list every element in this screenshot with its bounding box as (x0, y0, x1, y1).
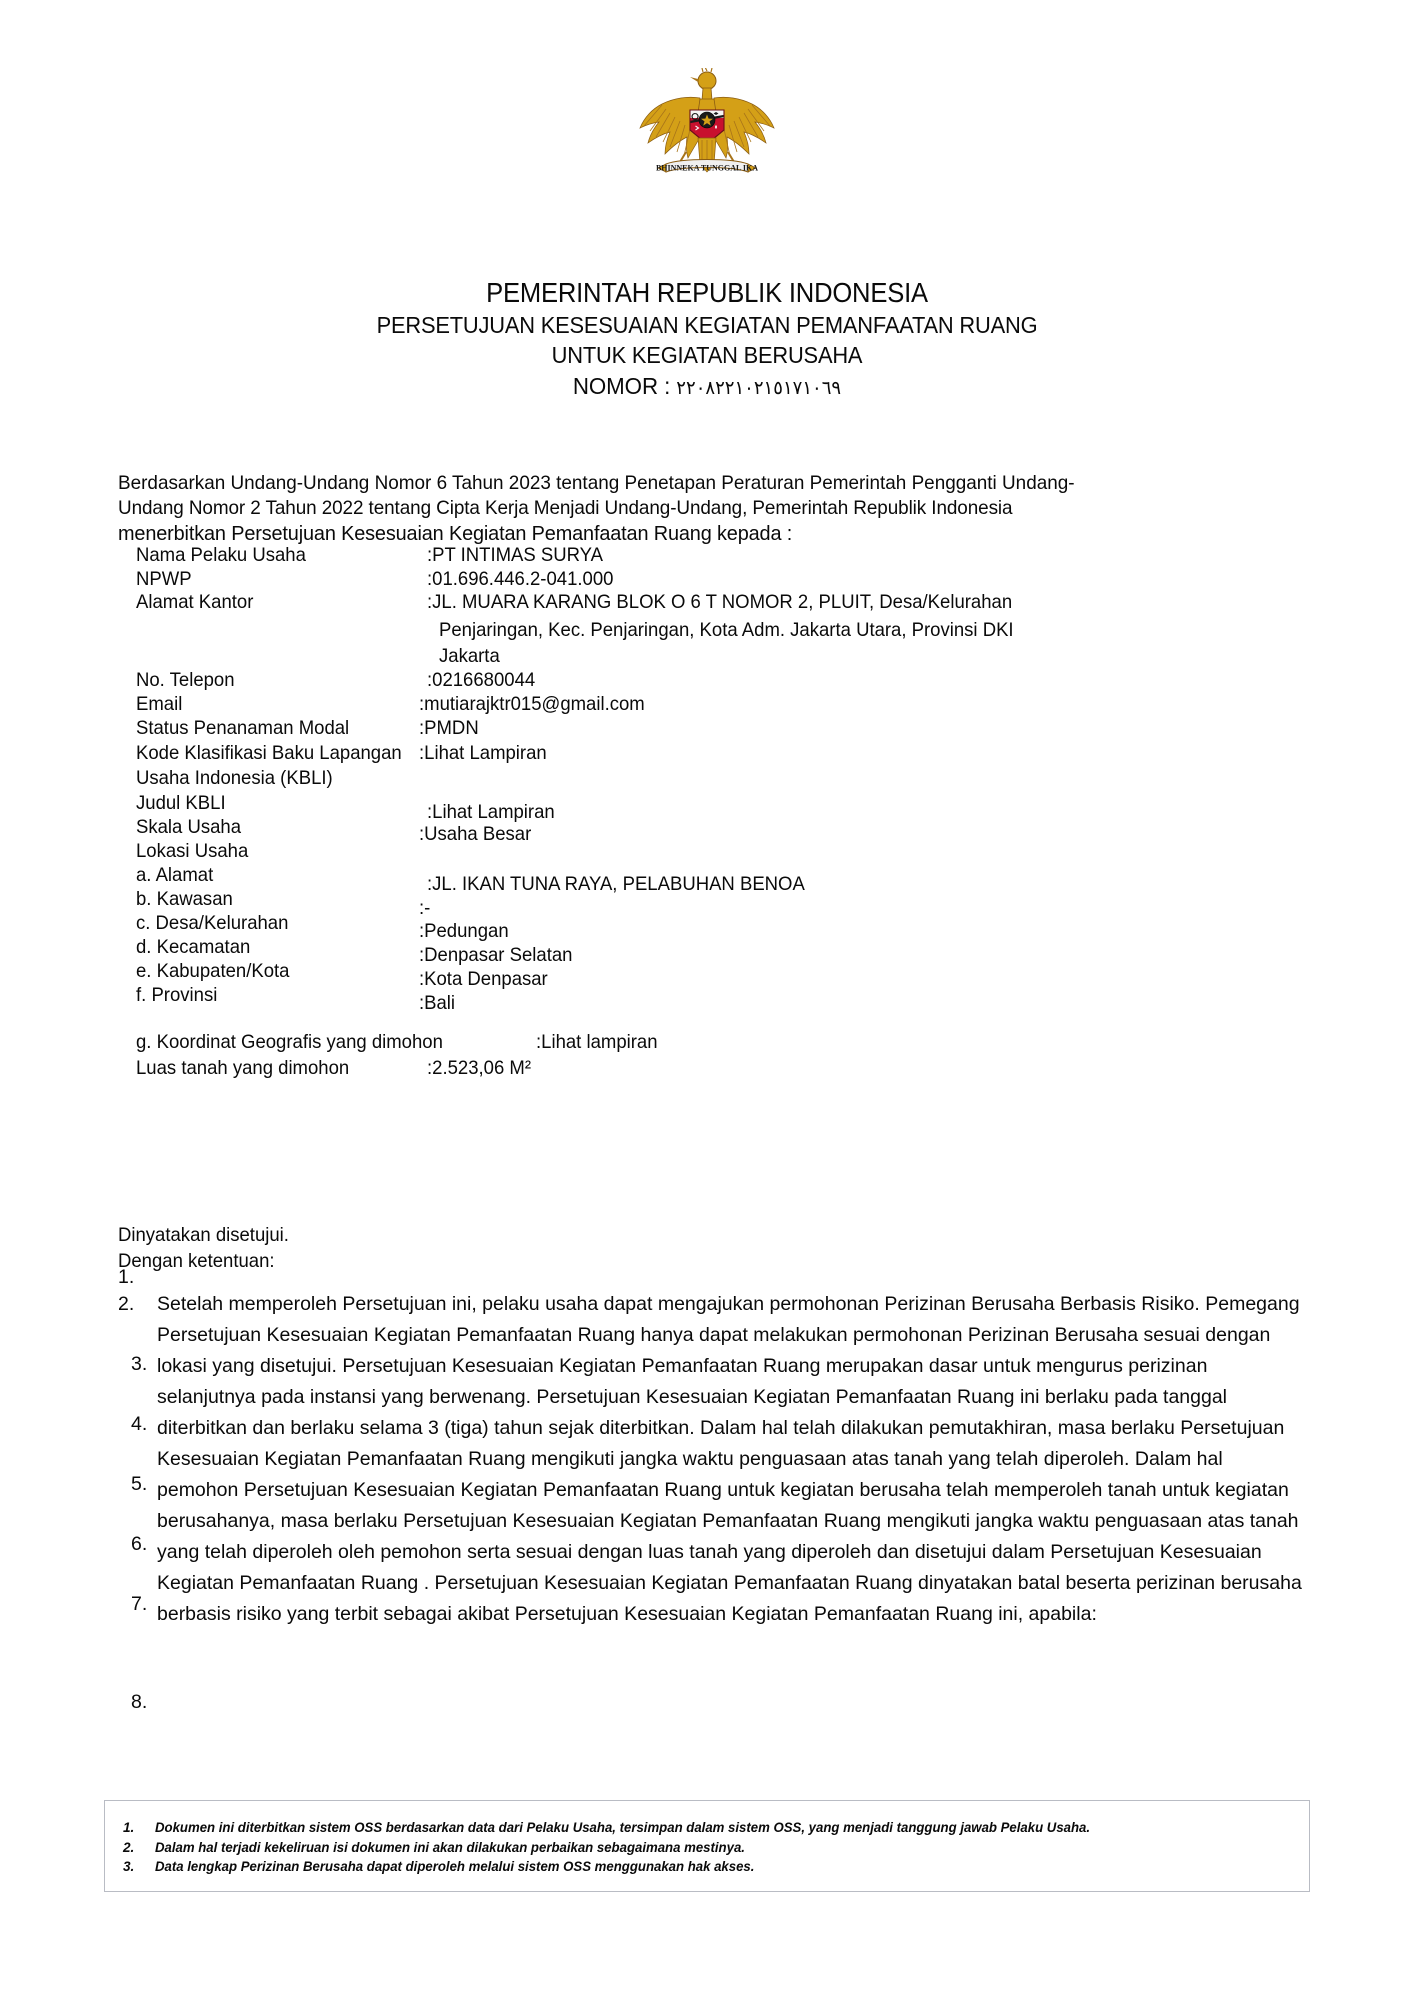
field-label: c. Desa/Kelurahan (136, 911, 289, 934)
field-value: :JL. IKAN TUNA RAYA, PELABUHAN BENOA (427, 872, 805, 895)
field-value: :01.696.446.2-041.000 (427, 567, 614, 590)
field-row-kode-klasifikasi-kbli (136, 742, 1316, 767)
conditions-body-text (157, 1289, 1304, 1630)
document-subtitle-1: PERSETUJUAN KESESUAIAN KEGIATAN PEMANFAATAN RUANG (376, 312, 1038, 338)
footer-note-item (117, 1857, 1297, 1877)
field-label: Luas tanah yang dimohon (136, 1056, 350, 1079)
field-row-npwp (136, 568, 1316, 592)
field-value: :2.523,06 M² (427, 1056, 532, 1079)
list-number-1: 1. (118, 1266, 135, 1288)
field-label: a. Alamat (136, 863, 214, 886)
field-row-nama-pelaku-usaha (136, 544, 1316, 568)
conditions-paragraph: Setelah memperoleh Persetujuan ini, pelaku usaha dapat mengajukan permohonan Perizinan Berusaha Berbasis Risiko. Pemegang Persetujuan Kesesuaian Kegiatan Pemanfaatan Ruang hanya dapat melakukan permohonan Perizinan Berusaha sesuai dengan lokasi yang disetujui. Persetujuan Kesesuaian Kegiatan Pemanfaatan Ruang merupakan dasar untuk mengurus perizinan selanjutnya pada instansi yang berwenang. Persetujuan Kesesuaian Kegiatan Pemanfaatan Ruang ini berlaku pada tanggal diterbitkan dan berlaku selama 3 (tiga) tahun sejak diterbitkan. Dalam hal telah dilakukan pemutakhiran, masa berlaku Persetujuan Kesesuaian Kegiatan Pemanfaatan Ruang mengikuti jangka waktu penguasaan atas tanah yang telah diperoleh. Dalam hal pemohon Persetujuan Kesesuaian Kegiatan Pemanfaatan Ruang untuk kegiatan berusaha telah memperoleh tanah untuk kegiatan berusahanya, masa berlaku Persetujuan Kesesuaian Kegiatan Pemanfaatan Ruang mengikuti jangka waktu penguasaan atas tanah yang telah diperoleh oleh pemohon serta sesuai dengan luas tanah yang diperoleh dan disetujui dalam Persetujuan Kesesuaian Kegiatan Pemanfaatan Ruang . Persetujuan Kesesuaian Kegiatan Pemanfaatan Ruang dinyatakan batal beserta perizinan berusaha berbasis risiko yang terbit sebagai akibat Persetujuan Kesesuaian Kegiatan Pemanfaatan Ruang ini, apabila: (157, 1293, 1302, 1625)
field-row-kawasan (136, 887, 1316, 919)
field-value: :- (419, 896, 431, 919)
field-row-alamat-kantor-cont-2 (136, 641, 1316, 667)
footer-note-item (117, 1818, 1297, 1838)
intro-line-2: Undang Nomor 2 Tahun 2022 tentang Cipta Kerja Menjadi Undang-Undang, Pemerintah Republik Indonesia (118, 497, 1013, 519)
footer-note-text: Dalam hal terjadi kekeliruan isi dokumen ini akan dilakukan perbaikan sebagaimana mestinya. (155, 1839, 745, 1855)
field-label: d. Kecamatan (136, 935, 251, 958)
field-value: :PMDN (419, 716, 479, 739)
field-value: :Usaha Besar (419, 822, 532, 845)
field-row-status-penanaman-modal (136, 717, 1316, 742)
field-row-email (136, 692, 1316, 717)
field-label: Skala Usaha (136, 815, 242, 838)
intro-paragraph (118, 471, 1301, 546)
document-number-line (35, 370, 1378, 405)
field-value-continuation: Jakarta (439, 644, 500, 667)
nomor-label: NOMOR : (572, 373, 671, 399)
field-row-alamat-lokasi (136, 863, 1316, 895)
footer-note-list (117, 1818, 1297, 1877)
approval-line-2: Dengan ketentuan: (118, 1250, 275, 1272)
page-title: PEMERINTAH REPUBLIK INDONESIA (486, 277, 928, 308)
document-subtitle-2: UNTUK KEGIATAN BERUSAHA (551, 342, 863, 368)
field-value: :Lihat Lampiran (427, 800, 555, 823)
field-value: :mutiarajktr015@gmail.com (419, 692, 645, 715)
field-label: e. Kabupaten/Kota (136, 959, 290, 982)
field-row-koordinat-geografis (136, 1031, 1316, 1057)
footer-note-number: 1. (123, 1820, 135, 1835)
field-row-lokasi-usaha (136, 840, 1316, 864)
intro-line-3: menerbitkan Persetujuan Kesesuaian Kegiatan Pemanfaatan Ruang kepada : (118, 522, 793, 545)
field-value: :Lihat lampiran (536, 1030, 658, 1053)
field-row-no-telepon (136, 667, 1316, 692)
list-number-6: 6. (131, 1533, 148, 1555)
list-number-7: 7. (131, 1593, 148, 1615)
garuda-emblem-container (0, 68, 1414, 195)
field-value: :Denpasar Selatan (419, 943, 573, 966)
field-label: Nama Pelaku Usaha (136, 544, 306, 566)
applicant-details-list (136, 544, 1316, 1083)
intro-line-1: Berdasarkan Undang-Undang Nomor 6 Tahun 2023 tentang Penetapan Peraturan Pemerintah Pengganti Undang- (118, 472, 1075, 494)
list-number-3: 3. (131, 1353, 148, 1375)
field-value: :Pedungan (419, 919, 509, 942)
list-number-5: 5. (131, 1473, 148, 1495)
field-value: :PT INTIMAS SURYA (427, 544, 604, 566)
list-number-4: 4. (131, 1413, 148, 1435)
list-number-2: 2. (118, 1293, 135, 1315)
footer-note-number: 3. (123, 1859, 135, 1874)
list-number-8: 8. (131, 1691, 148, 1713)
field-value: :Bali (419, 991, 456, 1014)
field-value-continuation: Penjaringan, Kec. Penjaringan, Kota Adm. Jakarta Utara, Provinsi DKI (439, 618, 1014, 641)
field-value: :0216680044 (427, 668, 536, 691)
document-title-block (0, 276, 1414, 405)
nomor-value: ٢٢٠٨٢٢١٠٢١٥١٧١٠٦٩ (676, 378, 842, 399)
footer-note-text: Dokumen ini diterbitkan sistem OSS berdasarkan data dari Pelaku Usaha, tersimpan dalam sistem OSS, yang menjadi tanggung jawab Pelaku Usaha. (155, 1820, 1091, 1835)
field-label: Usaha Indonesia (KBLI) (136, 766, 333, 789)
field-row-usaha-indonesia-kbli (136, 767, 1316, 792)
field-row-judul-kbli (136, 791, 1316, 823)
field-value: :JL. MUARA KARANG BLOK O 6 T NOMOR 2, PLUIT, Desa/Kelurahan (427, 591, 1013, 614)
field-label: Lokasi Usaha (136, 839, 249, 862)
field-value: :Kota Denpasar (419, 967, 548, 990)
field-row-kecamatan (136, 935, 1316, 966)
footer-note-box (104, 1800, 1310, 1892)
footer-note-number: 2. (123, 1839, 135, 1855)
footer-note-text: Data lengkap Perizinan Berusaha dapat diperoleh melalui sistem OSS menggunakan hak akses. (155, 1859, 755, 1874)
field-label: Status Penanaman Modal (136, 716, 350, 739)
field-label: Alamat Kantor (136, 591, 254, 614)
field-row-luas-tanah (136, 1057, 1316, 1083)
approval-line-1: Dinyatakan disetujui. (118, 1224, 289, 1246)
field-label: NPWP (136, 567, 192, 590)
field-row-alamat-kantor-cont-1 (136, 615, 1316, 641)
field-value: :Lihat Lampiran (419, 741, 547, 764)
field-label: Email (136, 692, 183, 715)
garuda-pancasila-emblem (632, 68, 782, 190)
field-label: Kode Klasifikasi Baku Lapangan (136, 741, 402, 764)
field-label: f. Provinsi (136, 983, 218, 1006)
field-row-kabupaten-kota (136, 959, 1316, 990)
field-label: b. Kawasan (136, 887, 233, 910)
field-label: No. Telepon (136, 668, 235, 691)
footer-note-item (117, 1838, 1297, 1858)
svg-text:BHINNEKA TUNGGAL IKA: BHINNEKA TUNGGAL IKA (655, 163, 759, 173)
field-row-provinsi (136, 983, 1316, 1014)
field-label: g. Koordinat Geografis yang dimohon (136, 1030, 443, 1053)
field-label: Judul KBLI (136, 791, 226, 814)
field-row-alamat-kantor (136, 591, 1316, 615)
field-row-desa-kelurahan (136, 911, 1316, 942)
field-row-skala-usaha (136, 815, 1316, 845)
